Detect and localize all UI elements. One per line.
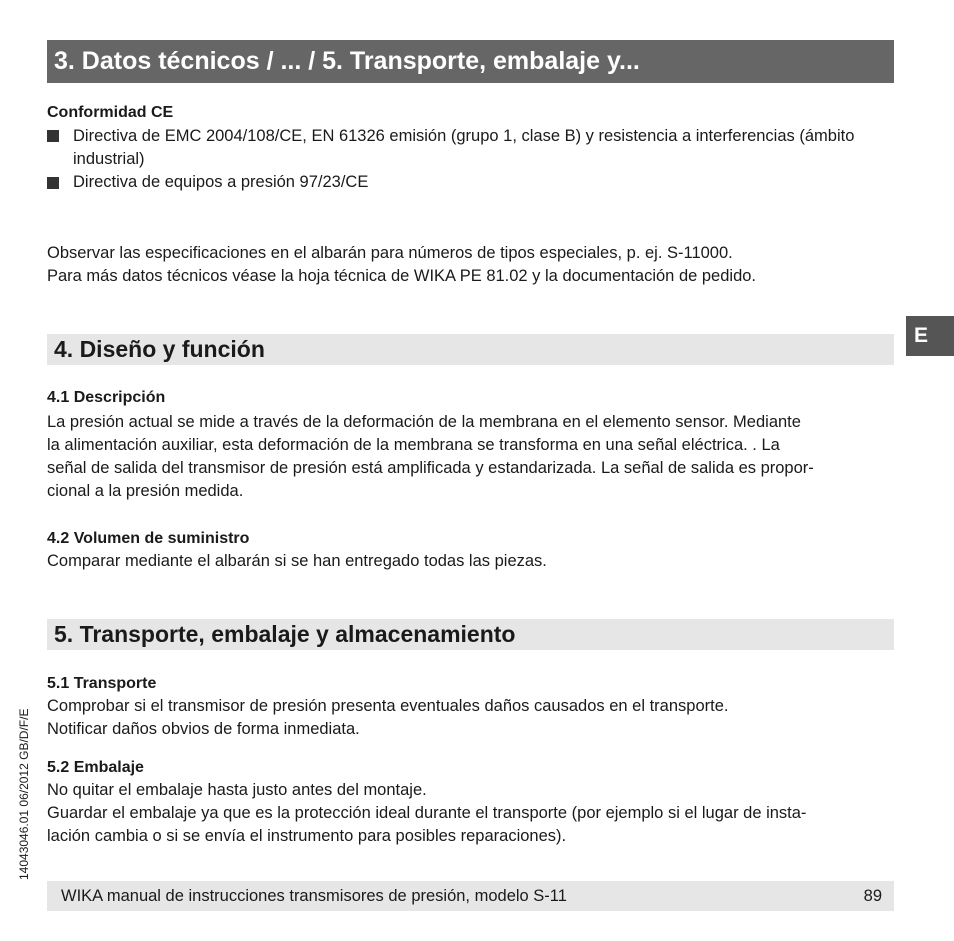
page-number: 89 bbox=[863, 887, 882, 905]
conformity-heading: Conformidad CE bbox=[47, 104, 174, 121]
bullet-square-icon bbox=[47, 177, 59, 189]
language-tab-e: E bbox=[906, 316, 954, 356]
paragraph-line: Guardar el embalaje ya que es la protección ideal durante el transporte (por ejemplo si el lugar de insta- bbox=[47, 804, 807, 822]
page-footer bbox=[47, 881, 894, 911]
document-code: 14043046.01 06/2012 GB/D/F/E bbox=[17, 708, 31, 880]
paragraph-line: cional a la presión medida. bbox=[47, 482, 244, 500]
paragraph-line: señal de salida del transmisor de presión está amplificada y estandarizada. La señal de salida es propor- bbox=[47, 459, 814, 477]
page-header-banner: 3. Datos técnicos / ... / 5. Transporte, embalaje y... bbox=[47, 40, 894, 83]
conformity-item-pressure: Directiva de equipos a presión 97/23/CE bbox=[73, 173, 369, 191]
paragraph-line: Comprobar si el transmisor de presión presenta eventuales daños causados en el transporte. bbox=[47, 697, 729, 715]
subsection-5-2-heading: 5.2 Embalaje bbox=[47, 759, 144, 776]
paragraph-line: La presión actual se mide a través de la deformación de la membrana en el elemento sensor. Mediante bbox=[47, 413, 801, 431]
subsection-4-1-heading: 4.1 Descripción bbox=[47, 389, 166, 406]
bullet-square-icon bbox=[47, 130, 59, 142]
conformity-item-emc: Directiva de EMC 2004/108/CE, EN 61326 emisión (grupo 1, clase B) y resistencia a interferencias (ámbito industrial) bbox=[73, 127, 855, 168]
note-technical-data: Para más datos técnicos véase la hoja técnica de WIKA PE 81.02 y la documentación de pedido. bbox=[47, 267, 757, 285]
section-5-title: 5. Transporte, embalaje y almacenamiento bbox=[47, 619, 894, 650]
subsection-4-2-heading: 4.2 Volumen de suministro bbox=[47, 530, 250, 547]
paragraph-line: Notificar daños obvios de forma inmediata. bbox=[47, 720, 360, 738]
note-special-types: Observar las especificaciones en el albarán para números de tipos especiales, p. ej. S-11000. bbox=[47, 244, 733, 262]
subsection-5-1-heading: 5.1 Transporte bbox=[47, 675, 157, 692]
paragraph-line: Comparar mediante el albarán si se han entregado todas las piezas. bbox=[47, 552, 547, 570]
footer-text: WIKA manual de instrucciones transmisores de presión, modelo S-11 bbox=[61, 887, 567, 905]
paragraph-line: lación cambia o si se envía el instrumento para posibles reparaciones). bbox=[47, 827, 567, 845]
section-4-title: 4. Diseño y función bbox=[47, 334, 894, 365]
paragraph-line: No quitar el embalaje hasta justo antes del montaje. bbox=[47, 781, 427, 799]
paragraph-line: la alimentación auxiliar, esta deformación de la membrana se transforma en una señal eléctrica. . La bbox=[47, 436, 780, 454]
